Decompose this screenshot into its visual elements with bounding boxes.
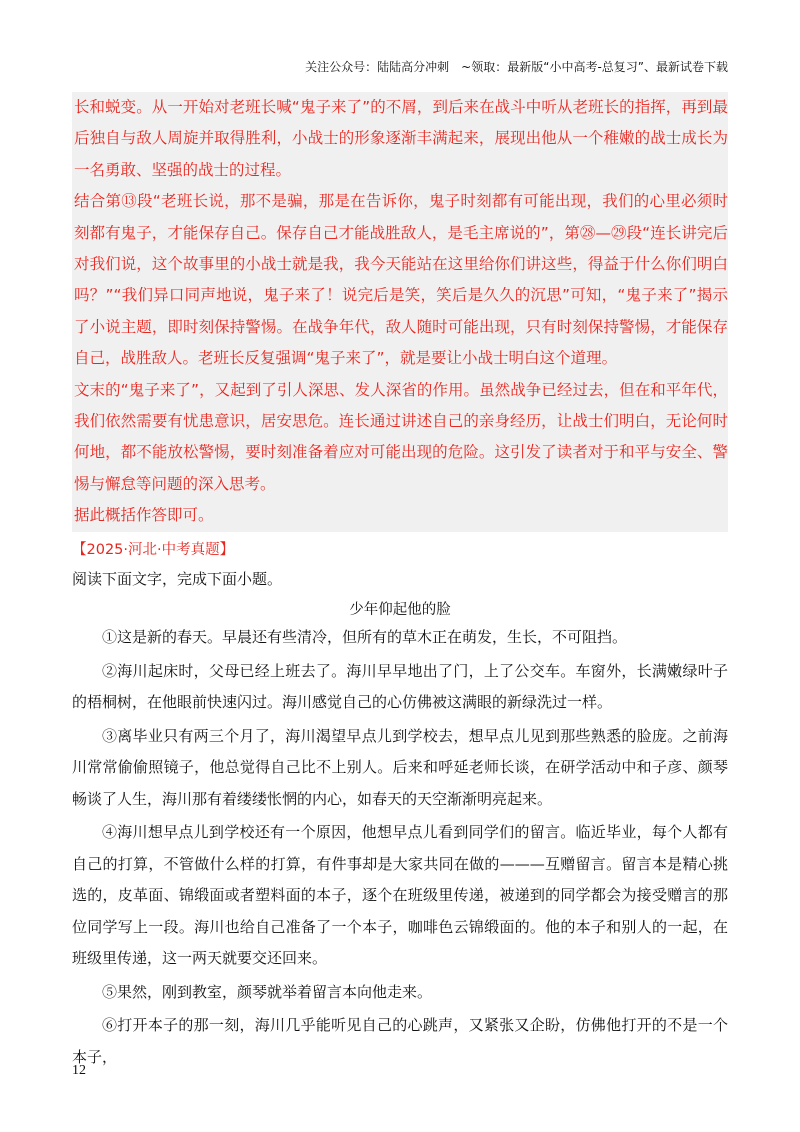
story-title: 少年仰起他的脸 <box>349 602 451 618</box>
story-body <box>72 622 728 1073</box>
answer-paragraph: 文末的“鬼子来了”，又起到了引人深思、发人深省的作用。虽然战争已经过去，但在和平年代，我们依然需要有忧患意识，居安思危。连长通过讲述自己的亲身经历，让战士们明白，无论何时何地，都不能放松警惕，要时刻准备着应对可能出现的危险。这引发了读者对于和平与安全、警惕与懈怠等问题的深入思考。 <box>74 380 728 493</box>
story-paragraph: ④海川想早点儿到学校还有一个原因，他想早点儿看到同学们的留言。临近毕业，每个人都有自己的打算，不管做什么样的打算，有件事却是大家共同在做的———互赠留言。留言本是精心挑选的，皮革面、锦缎面或者塑料面的本子，逐个在班级里传递，被递到的同学都会为接受赠言的那位同学写上一段。海川也给自己准备了一个本子，咖啡色云锦缎面的。他的本子和别人的一起，在班级里传递，这一两天就要交还回来。 <box>72 823 728 967</box>
answer-explanation <box>72 92 728 532</box>
question-prompt: 阅读下面文字，完成下面小题。 <box>72 570 283 588</box>
story-paragraph: ①这是新的春天。早晨还有些清冷，但所有的草木正在萌发，生长，不可阻挡。 <box>102 628 628 646</box>
page-header: 关注公众号：陆陆高分冲刺 ~领取：最新版“小中高考-总复习”、最新试卷下载 <box>305 60 728 74</box>
answer-paragraph: 长和蜕变。从一开始对老班长喊“鬼子来了”的不屑，到后来在战斗中听从老班长的指挥，再到最后独自与敌人周旋并取得胜利，小战士的形象逐渐丰满起来，展现出他从一个稚嫩的战士成长为一名勇敢、坚强的战士的过程。 <box>74 98 728 179</box>
story-paragraph: ⑤果然，刚到教室，颜琴就举着留言本向他走来。 <box>102 982 433 1001</box>
answer-paragraph: 据此概括作答即可。 <box>74 506 214 525</box>
story-paragraph: ③离毕业只有两三个月了，海川渴望早点儿到学校去，想早点儿见到那些熟悉的脸庞。之前海川常常偷偷照镜子，他总觉得自己比不上别人。后来和呼延老师长谈，在研学活动中和子彦、颜琴畅谈了人生，海川那有着缕缕怅惘的内心，如春天的天空渐渐明亮起来。 <box>72 726 728 808</box>
answer-paragraph: 结合第⑬段“老班长说，那不是骗，那是在告诉你，鬼子时刻都有可能出现，我们的心里必须时刻都有鬼子，才能保存自己。保存自己才能战胜敌人，是毛主席说的”，第㉘—㉙段“连长讲完后对我们说，这个故事里的小战士就是我，我今天能站在这里给你们讲这些，得益于什么你们明白吗？”“我们异口同声地说，鬼子来了！说完后是笑，笑后是久久的沉思”可知，“鬼子来了”揭示了小说主题，即时刻保持警惕。在战争年代，敌人随时可能出现，只有时刻保持警惕，才能保存自己，战胜敌人。老班长反复强调“鬼子来了”，就是要让小战士明白这个道理。 <box>74 192 728 368</box>
question-source: 【2025·河北·中考真题】 <box>72 542 235 558</box>
story-paragraph: ②海川起床时，父母已经上班去了。海川早早地出了门，上了公交车。车窗外，长满嫩绿叶子的梧桐树，在他眼前快速闪过。海川感觉自己的心仿佛被这满眼的新绿洗过一样。 <box>72 661 728 711</box>
page-number: 12 <box>72 1063 86 1078</box>
story-paragraph: ⑥打开本子的那一刻，海川几乎能听见自己的心跳声，又紧张又企盼，仿佛他打开的不是一个本子， <box>72 1016 728 1066</box>
